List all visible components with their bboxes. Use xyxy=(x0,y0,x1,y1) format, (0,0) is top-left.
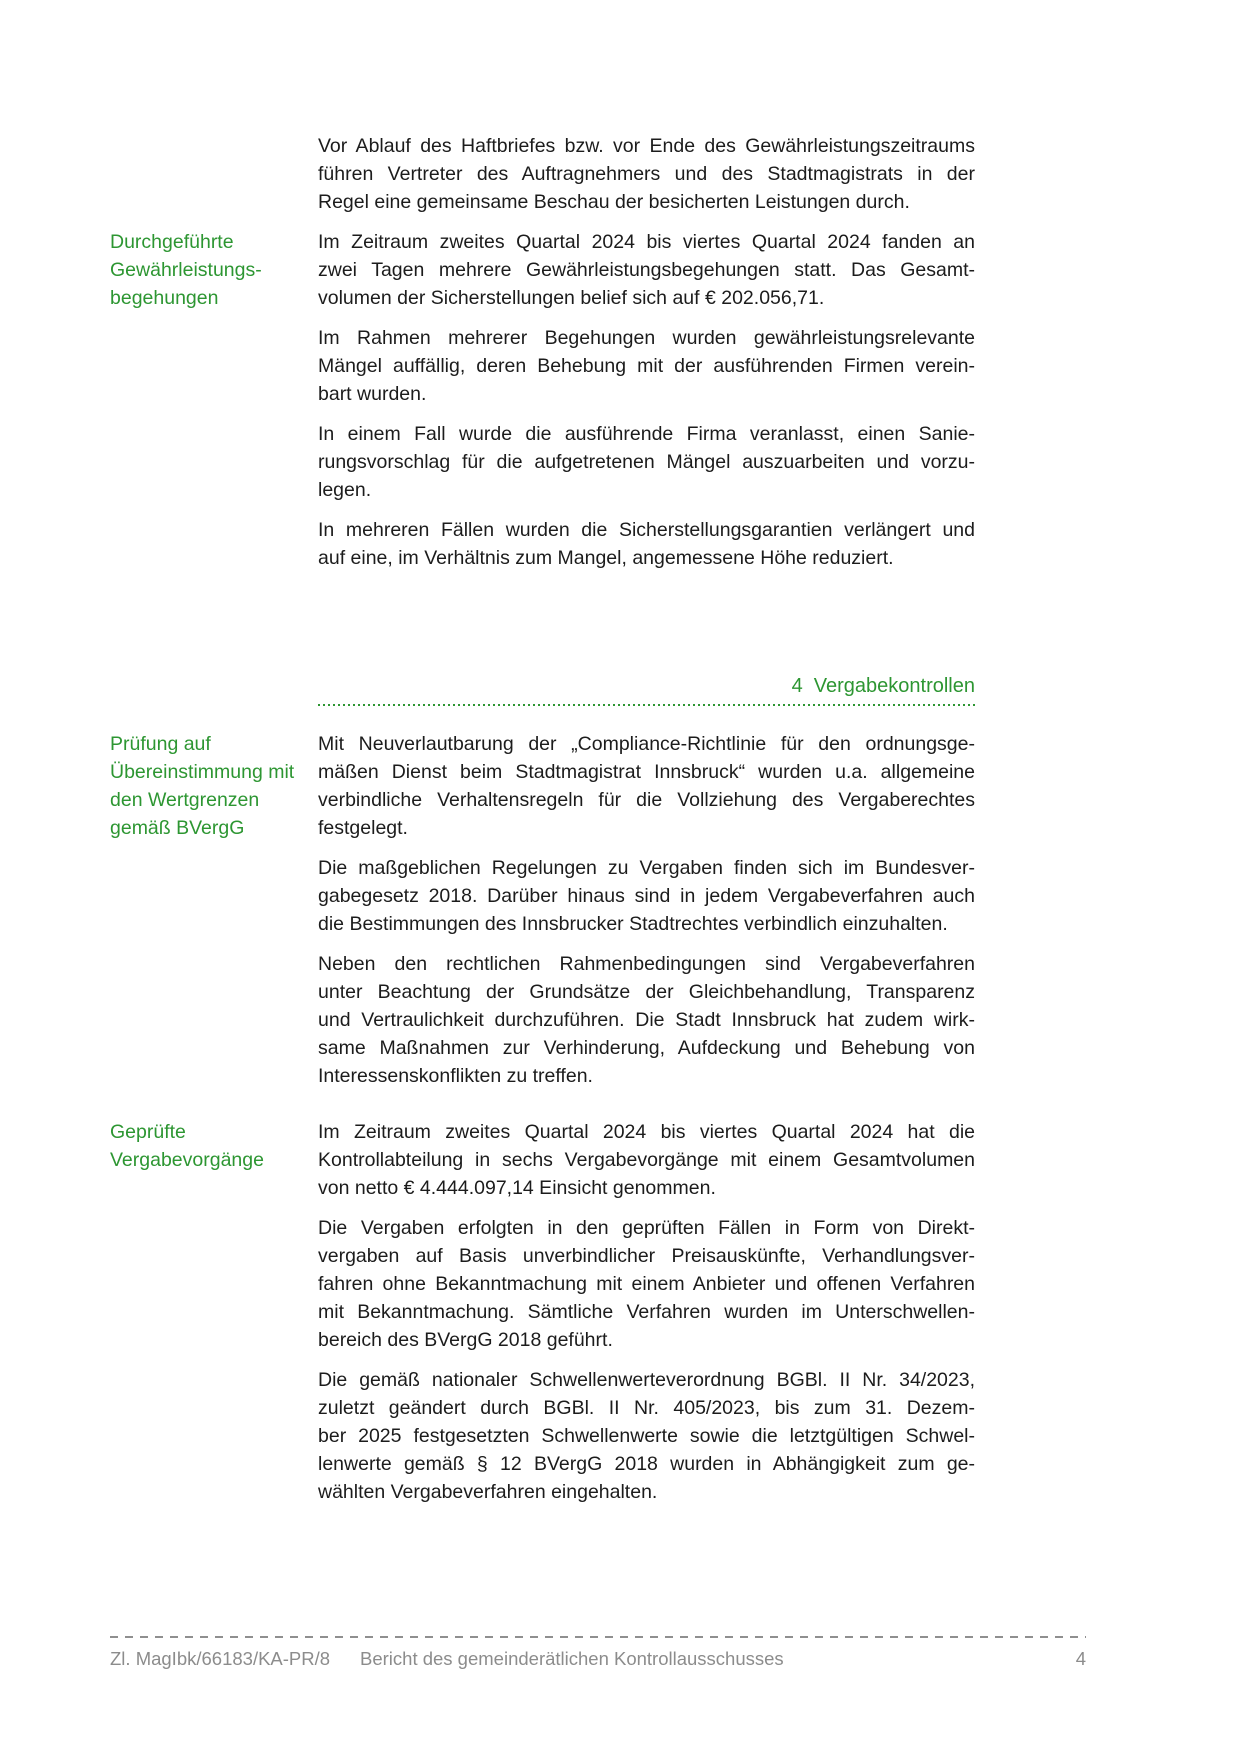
sidebar-label-line: Durchgeführte xyxy=(110,231,234,253)
sidebar-spacer xyxy=(110,132,318,216)
footer-rule xyxy=(110,1636,1086,1638)
paragraph-line: Kontrollabteilung in sechs Vergabevorgänge mit einem Gesamtvolumen xyxy=(318,1149,975,1171)
section-heading-label: Vergabekontrollen xyxy=(813,675,975,697)
paragraph-line: rungsvorschlag für die aufgetretenen Mängel auszuarbeiten und vorzu- xyxy=(318,451,975,473)
sidebar-label xyxy=(110,730,318,842)
paragraph-line: gabegesetz 2018. Darüber hinaus sind in jedem Vergabeverfahren auch xyxy=(318,885,975,907)
sidebar-label-line: Geprüfte xyxy=(110,1121,186,1143)
section-heading-number: 4 xyxy=(791,675,803,697)
body-paragraph xyxy=(318,730,975,842)
sidebar-label xyxy=(110,228,318,312)
paragraph-line: Die maßgeblichen Regelungen zu Vergaben finden sich im Bundesver- xyxy=(318,857,975,879)
section-heading-column xyxy=(318,672,975,706)
text-block xyxy=(110,854,975,938)
body-paragraph xyxy=(318,420,975,504)
body-paragraph xyxy=(318,950,975,1090)
paragraph-line: führen Vertreter des Auftragnehmers und des Stadtmagistrats in der xyxy=(318,163,975,185)
paragraph-line: bart wurden. xyxy=(318,383,427,405)
paragraph-line: fahren ohne Bekanntmachung mit einem Anbieter und offenen Verfahren xyxy=(318,1273,975,1295)
paragraph-line: Die gemäß nationaler Schwellenwerteverordnung BGBl. II Nr. 34/2023, xyxy=(318,1369,975,1391)
paragraph-line: Mängel auffällig, deren Behebung mit der ausführenden Firmen verein- xyxy=(318,355,975,377)
body-paragraph xyxy=(318,516,975,572)
footer-page-number: 4 xyxy=(1075,1648,1086,1669)
sidebar-label-line: Gewährleistungs- xyxy=(110,259,262,281)
paragraph-line: von netto € 4.444.097,14 Einsicht genommen. xyxy=(318,1177,716,1199)
paragraph-line: Interessenskonflikten zu treffen. xyxy=(318,1065,593,1087)
sidebar-label-line: begehungen xyxy=(110,287,219,309)
text-block xyxy=(110,228,975,312)
paragraph-line: In einem Fall wurde die ausführende Firma veranlasst, einen Sanie- xyxy=(318,423,975,445)
content xyxy=(110,132,975,1518)
text-block xyxy=(110,950,975,1090)
paragraph-line: und Vertraulichkeit durchzuführen. Die Stadt Innsbruck hat zudem wirk- xyxy=(318,1009,975,1031)
paragraph-line: Im Zeitraum zweites Quartal 2024 bis viertes Quartal 2024 hat die xyxy=(318,1121,975,1143)
paragraph-line: volumen der Sicherstellungen belief sich auf € 202.056,71. xyxy=(318,287,825,309)
sidebar-label-line: Übereinstimmung mit xyxy=(110,761,295,783)
text-block xyxy=(110,516,975,572)
paragraph-line: Vor Ablauf des Haftbriefes bzw. vor Ende des Gewährleistungszeitraums xyxy=(318,135,975,157)
text-block xyxy=(110,1366,975,1506)
paragraph-line: Im Zeitraum zweites Quartal 2024 bis viertes Quartal 2024 fanden an xyxy=(318,231,975,253)
text-block xyxy=(110,324,975,408)
section-heading-block xyxy=(110,672,975,706)
sidebar-spacer xyxy=(110,1366,318,1506)
paragraph-line: In mehreren Fällen wurden die Sicherstellungsgarantien verlängert und xyxy=(318,519,975,541)
paragraph-line: zuletzt geändert durch BGBl. II Nr. 405/2023, bis zum 31. Dezem- xyxy=(318,1397,975,1419)
paragraph-line: zwei Tagen mehrere Gewährleistungsbegehungen statt. Das Gesamt- xyxy=(318,259,975,281)
text-block xyxy=(110,730,975,842)
paragraph-line: lenwerte gemäß § 12 BVergG 2018 wurden in Abhängigkeit zum ge- xyxy=(318,1453,975,1475)
footer-title: Bericht des gemeinderätlichen Kontrollausschusses xyxy=(360,1648,784,1669)
text-block xyxy=(110,132,975,216)
sidebar-label-line: den Wertgrenzen xyxy=(110,789,260,811)
sidebar-spacer xyxy=(110,420,318,504)
sidebar-spacer xyxy=(110,854,318,938)
sidebar-spacer xyxy=(110,516,318,572)
sidebar-label-line: Prüfung auf xyxy=(110,733,211,755)
paragraph-line: wählten Vergabeverfahren eingehalten. xyxy=(318,1481,658,1503)
paragraph-line: die Bestimmungen des Innsbrucker Stadtrechtes verbindlich einzuhalten. xyxy=(318,913,948,935)
paragraph-line: mäßen Dienst beim Stadtmagistrat Innsbruck“ wurden u.a. allgemeine xyxy=(318,761,975,783)
paragraph-line: verbindliche Verhaltensregeln für die Vollziehung des Vergaberechtes xyxy=(318,789,975,811)
paragraph-line: ber 2025 festgesetzten Schwellenwerte sowie die letztgültigen Schwel- xyxy=(318,1425,975,1447)
footer-reference: Zl. MagIbk/66183/KA-PR/8 xyxy=(110,1648,331,1669)
sidebar-label-line: gemäß BVergG xyxy=(110,817,245,839)
text-block xyxy=(110,420,975,504)
footer-row xyxy=(110,1647,1086,1671)
paragraph-line: unter Beachtung der Grundsätze der Gleichbehandlung, Transparenz xyxy=(318,981,975,1003)
paragraph-line: Regel eine gemeinsame Beschau der besicherten Leistungen durch. xyxy=(318,191,910,213)
paragraph-line: festgelegt. xyxy=(318,817,408,839)
paragraph-line: vergaben auf Basis unverbindlicher Preisauskünfte, Verhandlungsver- xyxy=(318,1245,975,1267)
paragraph-line: Mit Neuverlautbarung der „Compliance-Richtlinie für den ordnungsge- xyxy=(318,733,975,755)
paragraph-line: Im Rahmen mehrerer Begehungen wurden gewährleistungsrelevante xyxy=(318,327,975,349)
section-heading xyxy=(318,672,975,700)
sidebar-label xyxy=(110,1118,318,1202)
paragraph-line: Neben den rechtlichen Rahmenbedingungen sind Vergabeverfahren xyxy=(318,953,975,975)
body-paragraph xyxy=(318,228,975,312)
paragraph-line: bereich des BVergG 2018 geführt. xyxy=(318,1329,613,1351)
paragraph-line: Die Vergaben erfolgten in den geprüften Fällen in Form von Direkt- xyxy=(318,1217,975,1239)
sidebar-spacer xyxy=(110,950,318,1090)
paragraph-line: auf eine, im Verhältnis zum Mangel, angemessene Höhe reduziert. xyxy=(318,547,894,569)
body-paragraph xyxy=(318,324,975,408)
body-paragraph xyxy=(318,854,975,938)
body-paragraph xyxy=(318,132,975,216)
sidebar-spacer xyxy=(110,672,318,706)
paragraph-line: legen. xyxy=(318,479,372,501)
sidebar-spacer xyxy=(110,1214,318,1354)
sidebar-spacer xyxy=(110,324,318,408)
body-paragraph xyxy=(318,1118,975,1202)
text-block xyxy=(110,1214,975,1354)
sidebar-label-line: Vergabevorgänge xyxy=(110,1149,264,1171)
body-paragraph xyxy=(318,1366,975,1506)
paragraph-line: mit Bekanntmachung. Sämtliche Verfahren wurden im Unterschwellen- xyxy=(318,1301,975,1323)
paragraph-line: same Maßnahmen zur Verhinderung, Aufdeckung und Behebung von xyxy=(318,1037,975,1059)
footer xyxy=(110,1636,1086,1671)
section-rule xyxy=(318,704,975,706)
text-block xyxy=(110,1118,975,1202)
body-paragraph xyxy=(318,1214,975,1354)
